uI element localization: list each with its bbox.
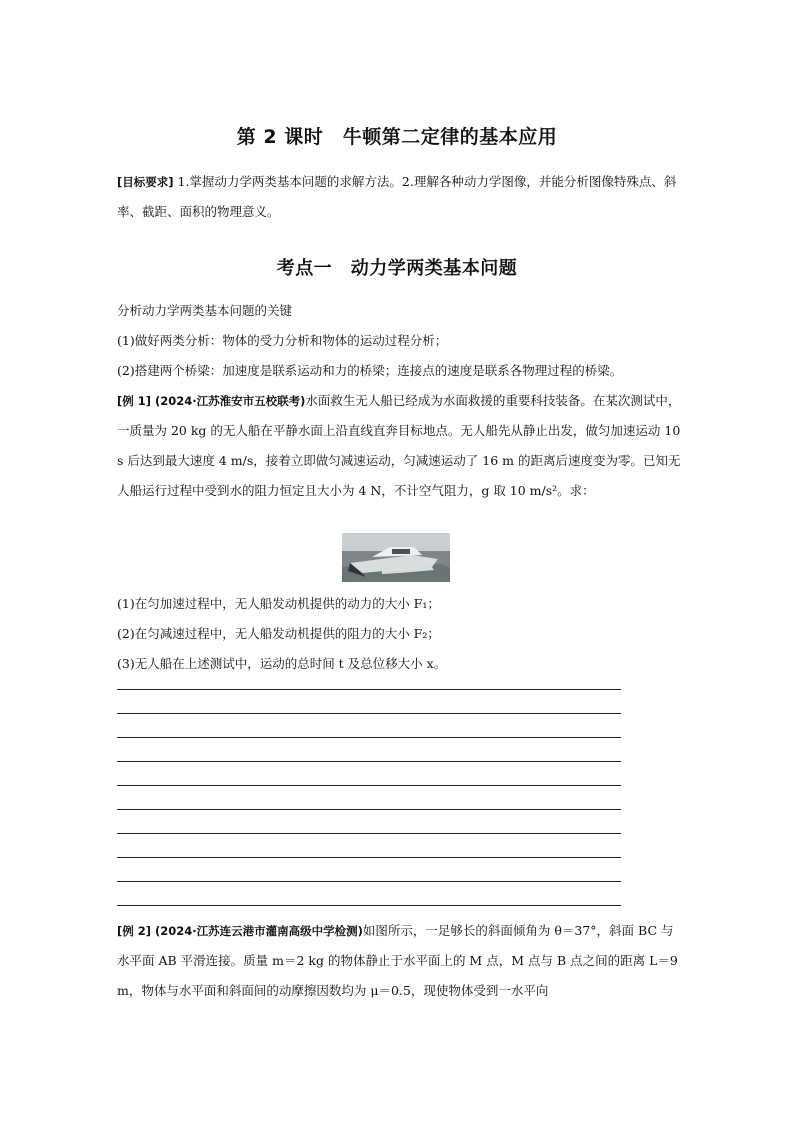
- answer-line: [117, 857, 621, 858]
- answer-line: [117, 761, 621, 762]
- question-1: (1)在匀加速过程中，无人船发动机提供的动力的大小 F₁；: [117, 596, 440, 611]
- section-body: [117, 296, 682, 386]
- example1-paragraph: [117, 386, 682, 506]
- example1-questions: [117, 589, 682, 679]
- answer-line: [117, 737, 621, 738]
- answer-line: [117, 833, 621, 834]
- example2-paragraph: [117, 916, 682, 1006]
- example1-text: 水面救生无人船已经成为水面救援的重要科技装备。在某次测试中，一质量为 20 kg 的无人船在平静水面上沿直线直奔目标地点。无人船先从静止出发，做匀加速运动 10 s 后达到最大速度 4 m/s，接着立即做匀减速运动，匀减速运动了 16 m 的距离后速度变为零。已知无人船运行过程中受到水的阻力恒定且大小为 4 N，不计空气阻力，g 取 10 m/s²。求：: [117, 393, 681, 498]
- answer-line: [117, 785, 621, 786]
- example1-source: (2024·江苏淮安市五校联考): [155, 394, 306, 408]
- page-title: 第 2 课时 牛顿第二定律的基本应用: [236, 126, 558, 148]
- answer-line: [117, 881, 621, 882]
- question-2: (2)在匀减速过程中，无人船发动机提供的阻力的大小 F₂；: [117, 626, 440, 641]
- section-intro: 分析动力学两类基本问题的关键: [117, 303, 293, 318]
- section-item-2: (2)搭建两个桥梁：加速度是联系运动和力的桥梁；连接点的速度是联系各物理过程的桥梁。: [117, 363, 623, 378]
- example2-text: 如图所示，一足够长的斜面倾角为 θ＝37°，斜面 BC 与水平面 AB 平滑连接。质量 m＝2 kg 的物体静止于水平面上的 M 点，M 点与 B 点之间的距离 L＝9 m，物体与水平面和斜面间的动摩擦因数均为 μ＝0.5，现使物体受到一水平向: [117, 923, 678, 998]
- section-item-1: (1)做好两类分析：物体的受力分析和物体的运动过程分析；: [117, 333, 448, 348]
- answer-line: [117, 689, 621, 690]
- example1-label: [例 1]: [117, 394, 152, 408]
- objective-text: 1.掌握动力学两类基本问题的求解方法。2.理解各种动力学图像，并能分析图像特殊点、斜率、截距、面积的物理意义。: [117, 174, 677, 219]
- objective-paragraph: [117, 167, 682, 227]
- rescue-boat-image: [342, 533, 450, 582]
- example2-source: (2024·江苏连云港市灌南高级中学检测): [155, 924, 363, 938]
- section-heading: 考点一 动力学两类基本问题: [276, 258, 518, 279]
- question-3: (3)无人船在上述测试中，运动的总时间 t 及总位移大小 x。: [117, 656, 447, 671]
- rescue-boat-photo: [342, 533, 450, 582]
- objective-label: [目标要求]: [117, 175, 174, 189]
- answer-line: [117, 713, 621, 714]
- example2-label: [例 2]: [117, 924, 152, 938]
- answer-line: [117, 905, 621, 906]
- answer-line: [117, 809, 621, 810]
